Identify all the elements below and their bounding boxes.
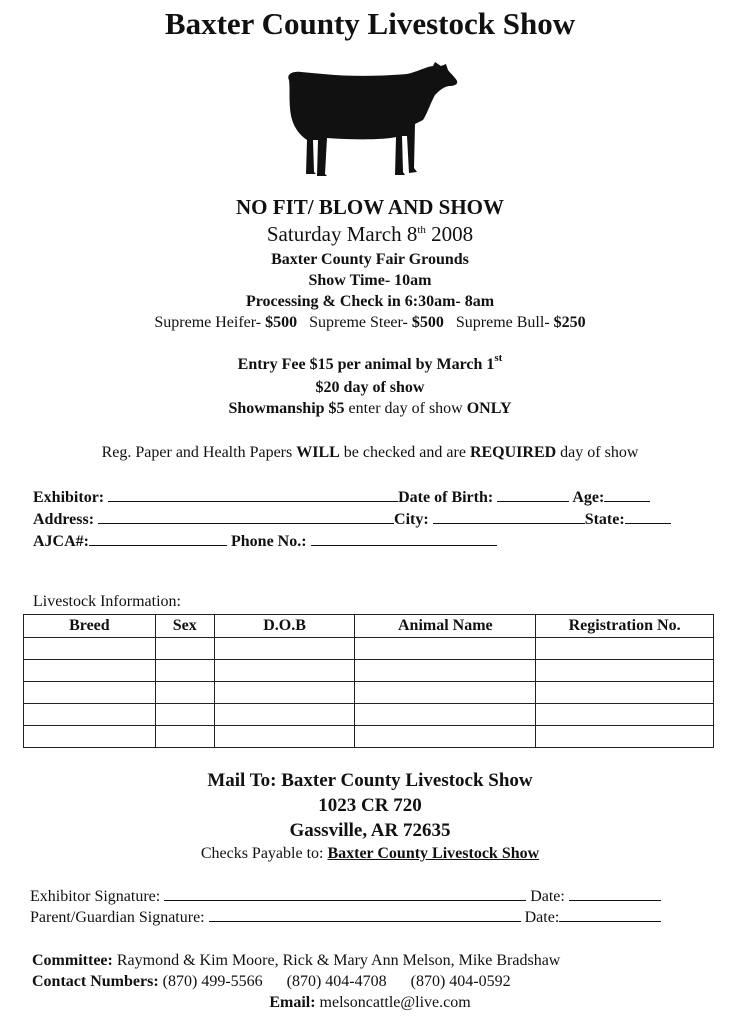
prize-heifer-amount: $500	[265, 314, 298, 331]
ajca-label: AJCA#:	[33, 533, 89, 550]
committee-line	[32, 952, 560, 970]
notice-required: REQUIRED	[469, 444, 557, 461]
checks-label: Checks Payable to:	[200, 845, 328, 862]
state-label: State:	[584, 511, 625, 528]
contact-label: Contact Numbers:	[32, 973, 159, 990]
age-label: Age:	[572, 489, 605, 506]
event-location: Baxter County Fair Grounds	[271, 251, 469, 268]
parent-signature-label: Parent/Guardian Signature:	[30, 909, 205, 926]
livestock-table	[23, 614, 714, 748]
dob-field[interactable]	[497, 487, 569, 502]
email-line	[0, 994, 740, 1012]
cow-silhouette-icon	[283, 62, 459, 178]
contact-phone-1: (870) 499-5566	[162, 973, 263, 990]
exhibitor-label: Exhibitor:	[33, 489, 105, 506]
exhibitor-date-field[interactable]	[569, 886, 661, 901]
prize-steer-amount: $500	[411, 314, 444, 331]
email-address[interactable]: melsoncattle@live.com	[315, 994, 471, 1011]
entry-fee-sup: st	[494, 352, 503, 364]
table-cell[interactable]	[155, 682, 214, 704]
event-date	[0, 222, 740, 247]
day-of-show-fee: $20 day of show	[315, 379, 425, 396]
contact-phone-2: (870) 404-4708	[286, 973, 387, 990]
event-date-year: 2008	[425, 222, 474, 246]
event-date-suffix-sup: th	[417, 224, 426, 236]
table-cell[interactable]	[24, 638, 156, 660]
livestock-caption: Livestock Information:	[33, 593, 181, 610]
table-cell[interactable]	[155, 704, 214, 726]
parent-signature-row	[30, 907, 661, 927]
table-row	[24, 638, 714, 660]
mail-street: 1023 CR 720	[318, 795, 422, 816]
table-row	[24, 704, 714, 726]
table-cell[interactable]	[536, 660, 714, 682]
parent-date-label: Date:	[524, 909, 560, 926]
column-header-breed: Breed	[24, 615, 156, 638]
notice-part1: Reg. Paper and Health Papers	[101, 444, 297, 461]
table-cell[interactable]	[536, 682, 714, 704]
column-header-sex: Sex	[155, 615, 214, 638]
papers-notice	[0, 444, 740, 462]
show-time: Show Time- 10am	[308, 272, 432, 289]
table-cell[interactable]	[214, 726, 355, 748]
table-row	[24, 682, 714, 704]
ajca-row	[33, 531, 497, 551]
dob-label: Date of Birth:	[398, 489, 494, 506]
contact-phone-3: (870) 404-0592	[410, 973, 511, 990]
mail-city: Gassville, AR 72635	[289, 820, 451, 841]
column-header-animal-name: Animal Name	[355, 615, 536, 638]
column-header-dob: D.O.B	[214, 615, 355, 638]
table-cell[interactable]	[355, 660, 536, 682]
column-header-registration: Registration No.	[536, 615, 714, 638]
notice-part2: be checked and are	[339, 444, 470, 461]
committee-label: Committee:	[32, 952, 113, 969]
table-cell[interactable]	[355, 704, 536, 726]
table-cell[interactable]	[155, 660, 214, 682]
checks-payable	[0, 845, 740, 863]
city-field[interactable]	[433, 509, 585, 524]
mail-to: Mail To: Baxter County Livestock Show	[207, 770, 533, 791]
ajca-field[interactable]	[89, 531, 227, 546]
email-label: Email:	[269, 994, 316, 1011]
table-cell[interactable]	[24, 704, 156, 726]
phone-field[interactable]	[311, 531, 497, 546]
showmanship-fee	[0, 400, 740, 418]
prize-bull-amount: $250	[553, 314, 586, 331]
table-cell[interactable]	[214, 638, 355, 660]
table-cell[interactable]	[214, 660, 355, 682]
table-cell[interactable]	[24, 660, 156, 682]
table-cell[interactable]	[214, 704, 355, 726]
exhibitor-signature-field[interactable]	[164, 886, 526, 901]
address-field[interactable]	[98, 509, 394, 524]
table-cell[interactable]	[24, 726, 156, 748]
address-row	[33, 509, 671, 529]
table-cell[interactable]	[214, 682, 355, 704]
parent-date-field[interactable]	[559, 907, 661, 922]
table-cell[interactable]	[24, 682, 156, 704]
table-cell[interactable]	[355, 682, 536, 704]
event-headline: NO FIT/ BLOW AND SHOW	[236, 195, 504, 219]
table-row	[24, 660, 714, 682]
table-cell[interactable]	[155, 726, 214, 748]
processing-time: Processing & Check in 6:30am- 8am	[245, 293, 495, 310]
notice-will: WILL	[296, 444, 340, 461]
page-title: Baxter County Livestock Show	[164, 6, 576, 41]
age-field[interactable]	[604, 487, 650, 502]
exhibitor-signature-label: Exhibitor Signature:	[30, 888, 161, 905]
table-cell[interactable]	[155, 638, 214, 660]
showmanship-only: ONLY	[466, 400, 512, 417]
table-cell[interactable]	[355, 638, 536, 660]
city-label: City:	[394, 511, 429, 528]
showmanship-text: enter day of show	[344, 400, 467, 417]
parent-signature-field[interactable]	[209, 907, 521, 922]
contact-line	[32, 973, 511, 991]
state-field[interactable]	[625, 509, 671, 524]
table-row	[24, 726, 714, 748]
exhibitor-row	[33, 487, 650, 507]
address-label: Address:	[33, 511, 95, 528]
table-header-row	[24, 615, 714, 638]
phone-label: Phone No.:	[231, 533, 307, 550]
notice-part3: day of show	[556, 444, 639, 461]
exhibitor-signature-row	[30, 886, 661, 906]
prize-bull-label: Supreme Bull-	[455, 314, 554, 331]
table-cell[interactable]	[536, 704, 714, 726]
committee-names: Raymond & Kim Moore, Rick & Mary Ann Melson, Mike Bradshaw	[112, 952, 561, 969]
entry-fee-text: Entry Fee $15 per animal by March 1	[237, 356, 495, 373]
table-cell[interactable]	[536, 638, 714, 660]
prizes-line	[0, 314, 740, 332]
table-cell[interactable]	[536, 726, 714, 748]
showmanship-label: Showmanship $5	[228, 400, 345, 417]
table-cell[interactable]	[355, 726, 536, 748]
checks-payee: Baxter County Livestock Show	[327, 845, 540, 862]
prize-steer-label: Supreme Steer-	[309, 314, 412, 331]
prize-heifer-label: Supreme Heifer-	[154, 314, 266, 331]
entry-fee	[0, 352, 740, 374]
event-date-prefix: Saturday March 8	[266, 222, 418, 246]
exhibitor-date-label: Date:	[530, 888, 565, 905]
exhibitor-field[interactable]	[108, 487, 398, 502]
